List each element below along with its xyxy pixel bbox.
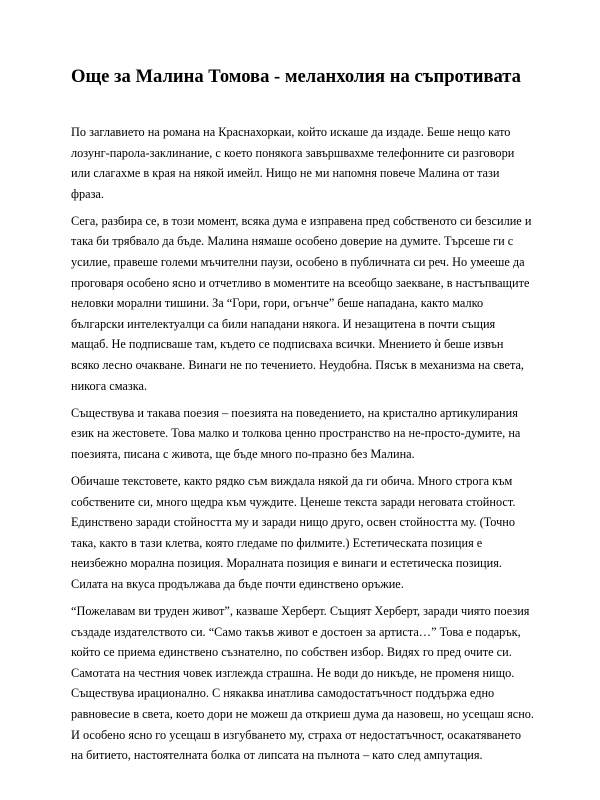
- text-line: И особено ясно го усещаш в изгубването му, страха от недостатъчност, осакатяването: [71, 727, 522, 742]
- paragraph: [71, 471, 533, 595]
- text-line: усилие, правеше големи мъчителни паузи, особено в публичната си реч. Но умееше да: [71, 255, 525, 270]
- text-line: проговаря особено ясно и отчетливо в моментите на всеобщо заекване, в настъпващите: [71, 275, 530, 290]
- document-body: [71, 122, 533, 772]
- page-title: Още за Малина Томова - меланхолия на съпротивата: [71, 66, 521, 87]
- text-line: неизбежно морална позиция. Моралната позиция е винаги и естетическа позиция.: [71, 556, 502, 571]
- text-line: никога смазка.: [71, 378, 148, 393]
- text-line: на битието, настоятелната болка от липсата на пълнота – като след ампутация.: [71, 748, 483, 763]
- text-line: неловки морални тишини. За “Гори, гори, огънче” беше нападана, както малко: [71, 296, 484, 311]
- text-line: Сега, разбира се, в този момент, всяка дума е изправена пред собственото си безсилие и: [71, 213, 532, 228]
- paragraph: [71, 601, 533, 766]
- text-line: лозунг-парола-заклинание, с което понякога завършвахме телефонните си разговори: [71, 145, 515, 160]
- paragraph: [71, 122, 533, 204]
- text-line: всяко лесно очакване. Винаги не по течението. Неудобна. Пясък в механизма на света,: [71, 358, 525, 373]
- text-line: мащаб. Не подписваше там, където се подписваха всички. Мнението ѝ беше извън: [71, 337, 504, 352]
- text-line: Силата на вкуса продължава да бъде почти единствено оръжие.: [71, 576, 404, 591]
- paragraph: [71, 211, 533, 396]
- text-line: Съществува ирационално. С някаква инатлива самодостатъчност поддържа едно: [71, 686, 495, 701]
- text-line: така би трябвало да бъде. Малина нямаше особено доверие на думите. Търсеше ги с: [71, 234, 514, 249]
- text-line: Самотата на честния човек изглежда страшна. Не води до никъде, не променя нищо.: [71, 665, 515, 680]
- text-line: Съществува и такава поезия – поезията на поведението, на кристално артикулирания: [71, 405, 518, 420]
- text-line: език на жестовете. Това малко и толкова ценно пространство на не-просто-думите, на: [71, 426, 521, 441]
- text-line: равновесие в света, което дори не можеш да откриеш дума да назовеш, но усещаш ясно.: [71, 707, 534, 722]
- text-line: Обичаше текстовете, както рядко съм виждала някой да ги обича. Много строга към: [71, 474, 513, 488]
- text-line: “Пожелавам ви труден живот”, казваше Херберт. Същият Херберт, заради чиято поезия: [71, 604, 530, 619]
- text-line: По заглавието на романа на Краснахоркаи, който искаше да издаде. Беше нещо като: [71, 125, 511, 139]
- text-line: така, както в тази клетва, която гледаме по филмите.) Естетическата позиция е: [71, 535, 483, 550]
- text-line: който се приема единствено съзнателно, по собствен избор. Видях го пред очите си.: [71, 645, 512, 660]
- paragraph: [71, 403, 533, 465]
- text-line: или слагахме в края на някой имейл. Нищо не ми напомня повече Малина от тази: [71, 166, 500, 181]
- text-line: създаде издателството си. “Само такъв живот е достоен за артиста…” Това е подарък,: [71, 624, 521, 639]
- text-line: Единствено заради стойността му и заради нищо друго, освен стойността му. (Точно: [71, 515, 516, 530]
- text-line: фраза.: [71, 186, 104, 201]
- text-line: собствените си, много щедра към чуждите. Ценеше текста заради неговата стойност.: [71, 494, 516, 509]
- text-line: поезията, писана с живота, ще бъде много по-празно без Малина.: [71, 446, 415, 461]
- text-line: български интелектуалци са били нападани някога. И незащитена в почти същия: [71, 316, 496, 331]
